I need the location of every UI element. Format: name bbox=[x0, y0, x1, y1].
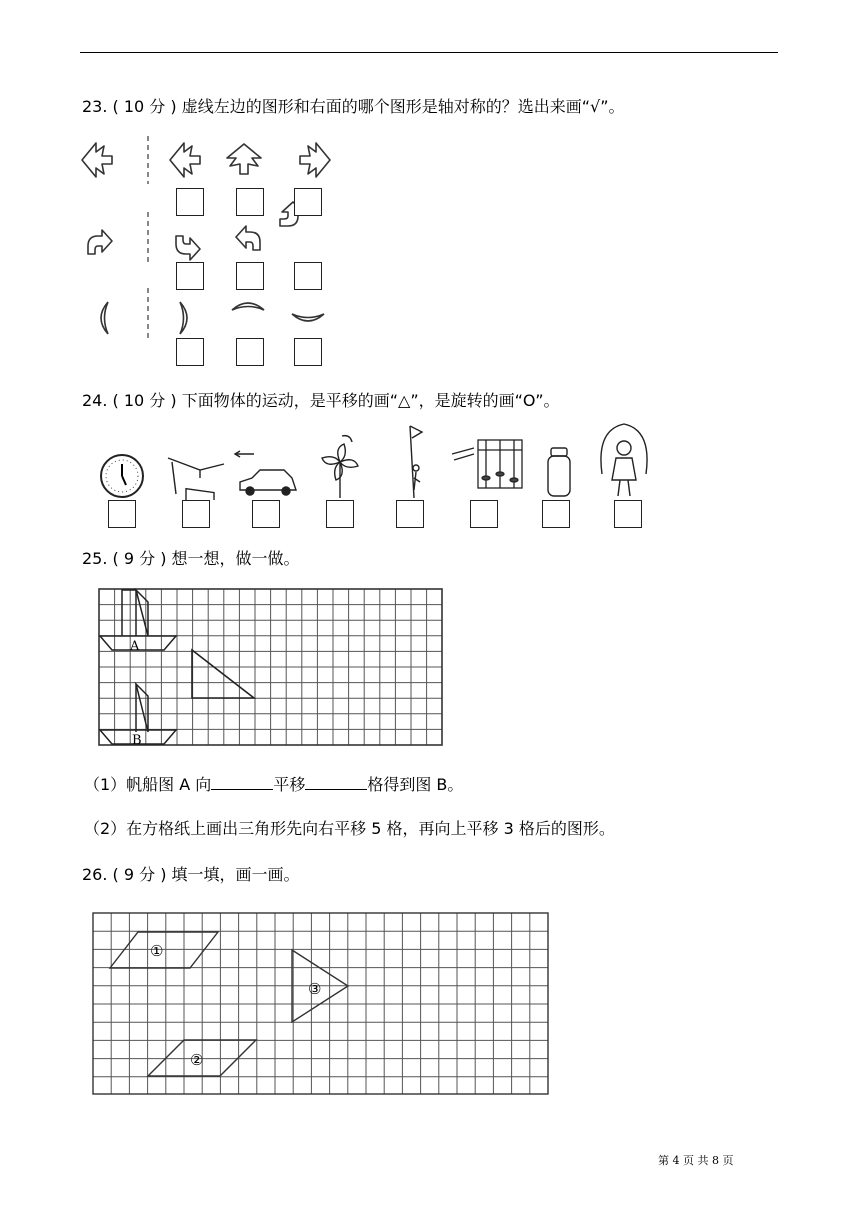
q23-symmetry-figures bbox=[78, 130, 348, 370]
question-25 bbox=[82, 546, 300, 569]
question-23 bbox=[82, 94, 625, 117]
top-rule bbox=[80, 52, 778, 53]
question-26 bbox=[82, 862, 300, 885]
question-24-number: 24. ( 10 分 ) bbox=[82, 391, 182, 410]
answer-box[interactable] bbox=[182, 500, 210, 528]
answer-box[interactable] bbox=[294, 262, 322, 290]
question-23-text: 虚线左边的图形和右面的哪个图形是轴对称的？选出来画“√”。 bbox=[181, 97, 625, 116]
q25-grid bbox=[98, 588, 446, 750]
q25-subquestion-2: （2）在方格纸上画出三角形先向右平移 5 格，再向上平移 3 格后的图形。 bbox=[84, 819, 615, 838]
answer-box[interactable] bbox=[236, 188, 264, 216]
moon-left-icon bbox=[101, 302, 108, 334]
flag-icon bbox=[410, 426, 422, 498]
shape-label-1: ① bbox=[150, 942, 164, 960]
question-26-number: 26. ( 9 分 ) bbox=[82, 865, 172, 884]
pinwheel-icon bbox=[322, 436, 358, 498]
answer-box[interactable] bbox=[470, 500, 498, 528]
girl-skipping-icon bbox=[601, 424, 647, 496]
answer-box[interactable] bbox=[294, 188, 322, 216]
moon-right-icon bbox=[180, 302, 187, 334]
star-arrow-down-icon bbox=[227, 144, 261, 174]
answer-box[interactable] bbox=[614, 500, 642, 528]
star-arrow-left-icon bbox=[170, 143, 200, 177]
q25-subquestion-1: （1）帆船图 A 向 平移 格得到图 B。 bbox=[84, 775, 464, 794]
question-26-text: 填一填，画一画。 bbox=[171, 865, 300, 884]
question-24-text: 下面物体的运动，是平移的画“△”，是旋转的画“O”。 bbox=[181, 391, 560, 410]
fill-blank-direction[interactable] bbox=[211, 775, 273, 790]
abacus-icon bbox=[452, 440, 522, 488]
triangle-shape bbox=[192, 650, 254, 698]
q24-motion-pictures bbox=[96, 418, 656, 500]
answer-box[interactable] bbox=[326, 500, 354, 528]
question-25-number: 25. ( 9 分 ) bbox=[82, 549, 172, 568]
clock-icon bbox=[101, 455, 143, 497]
jar-icon bbox=[548, 448, 570, 496]
fill-blank-distance[interactable] bbox=[305, 775, 367, 790]
moon-up-icon bbox=[232, 303, 264, 310]
answer-box[interactable] bbox=[252, 500, 280, 528]
answer-box[interactable] bbox=[176, 338, 204, 366]
star-arrow-left-icon bbox=[82, 143, 112, 177]
answer-box[interactable] bbox=[542, 500, 570, 528]
drawer-icon bbox=[168, 458, 224, 500]
car-icon bbox=[235, 451, 296, 495]
question-24 bbox=[82, 388, 560, 411]
label-b: B bbox=[132, 733, 142, 748]
moon-down-icon bbox=[292, 314, 324, 321]
bent-arrow-icon bbox=[88, 230, 112, 254]
question-25-text: 想一想，做一做。 bbox=[171, 549, 300, 568]
answer-box[interactable] bbox=[236, 262, 264, 290]
bent-arrow-mirrored-icon bbox=[176, 236, 200, 260]
shape-label-2: ② bbox=[190, 1051, 204, 1069]
answer-box[interactable] bbox=[294, 338, 322, 366]
bent-arrow-left-icon bbox=[236, 226, 260, 250]
answer-box[interactable] bbox=[176, 262, 204, 290]
answer-box[interactable] bbox=[396, 500, 424, 528]
answer-box[interactable] bbox=[176, 188, 204, 216]
shape-label-3: ③ bbox=[308, 980, 322, 998]
page-footer: 第 4 页 共 8 页 bbox=[658, 1154, 734, 1167]
answer-box[interactable] bbox=[108, 500, 136, 528]
label-a: A bbox=[130, 639, 140, 654]
star-arrow-right-icon bbox=[300, 143, 330, 177]
question-23-number: 23. ( 10 分 ) bbox=[82, 97, 182, 116]
answer-box[interactable] bbox=[236, 338, 264, 366]
q26-grid bbox=[92, 912, 552, 1098]
